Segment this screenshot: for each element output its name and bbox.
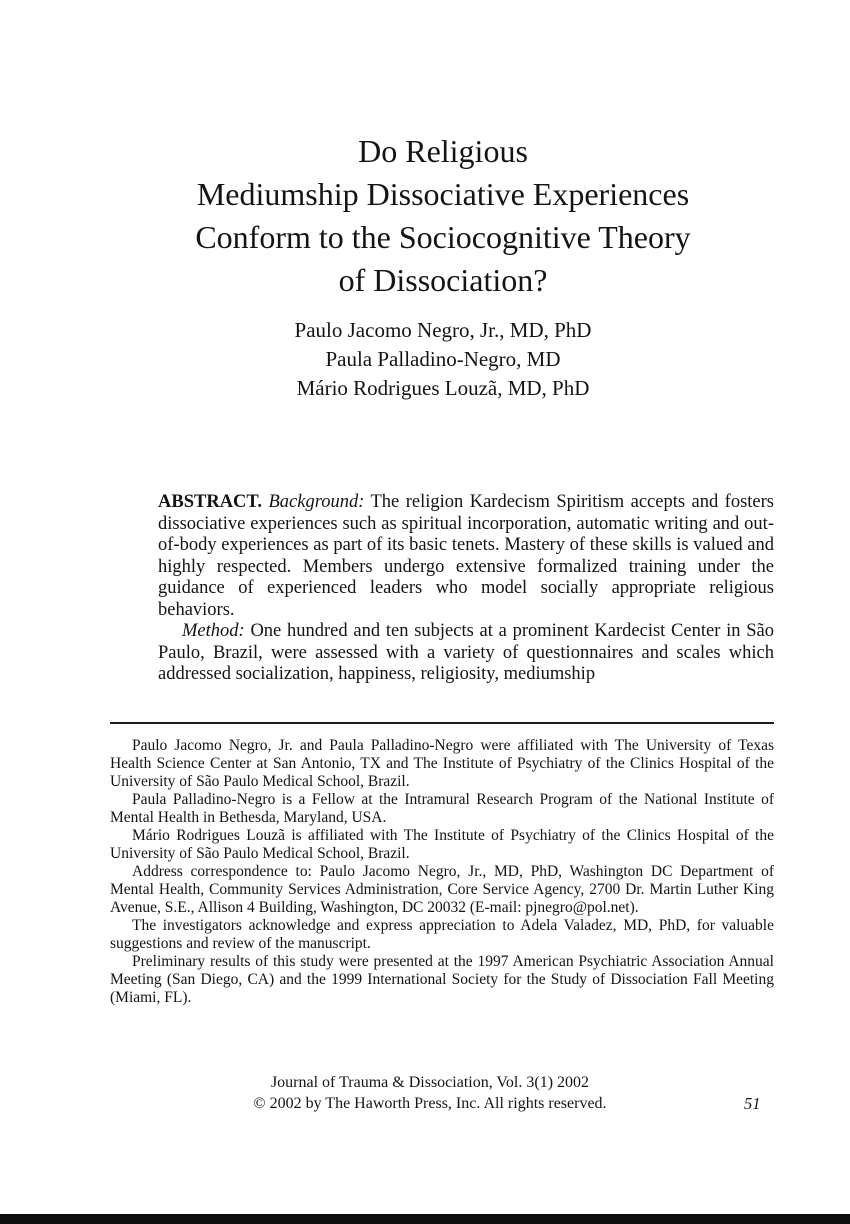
method-text: One hundred and ten subjects at a prominent Kardecist Center in São Paulo, Brazil, were assessed with a variety of questionnaires and scales which addressed socialization, happiness, religiosity, mediumship xyxy=(158,621,774,684)
title-line: Do Religious xyxy=(358,133,528,169)
footnote-affiliation-louza: Mário Rodrigues Louzã is affiliated with The Institute of Psychiatry of the Clinics Hospital of the University of São Paulo Medical School, Brazil. xyxy=(110,827,774,862)
article-title xyxy=(0,130,850,302)
abstract-background-paragraph xyxy=(158,492,774,621)
journal-footer xyxy=(0,1072,850,1114)
method-label: Method: xyxy=(182,621,245,641)
author-footnotes xyxy=(110,737,774,1007)
author-name: Mário Rodrigues Louzã, MD, PhD xyxy=(296,376,590,400)
author-list xyxy=(0,316,850,403)
page-number: 51 xyxy=(744,1094,761,1113)
footnote-correspondence: Address correspondence to: Paulo Jacomo Negro, Jr., MD, PhD, Washington DC Department of Mental Health, Community Services Administration, Core Service Agency, 2700 Dr. Martin Luther King Avenue, S.E., Allison 4 Building, Washington, DC 20032 (E-mail: pjnegro@pol.net). xyxy=(110,863,774,916)
abstract-method-paragraph xyxy=(158,621,774,686)
footnote-affiliation-palladino: Paula Palladino-Negro is a Fellow at the Intramural Research Program of the National Institute of Mental Health in Bethesda, Maryland, USA. xyxy=(110,791,774,826)
footnote-presentation: Preliminary results of this study were presented at the 1997 American Psychiatric Association Annual Meeting (San Diego, CA) and the 1999 International Society for the Study of Dissociation Fall Meeting (Miami, FL). xyxy=(110,953,774,1006)
footnote-affiliation-negro: Paulo Jacomo Negro, Jr. and Paula Palladino-Negro were affiliated with The University of Texas Health Science Center at San Antonio, TX and The Institute of Psychiatry of the Clinics Hospital of the University of São Paulo Medical School, Brazil. xyxy=(110,737,774,790)
title-line: of Dissociation? xyxy=(338,262,548,298)
title-line: Mediumship Dissociative Experiences xyxy=(196,176,690,212)
footnote-divider xyxy=(110,722,774,724)
journal-citation: Journal of Trauma & Dissociation, Vol. 3(1) 2002 xyxy=(270,1074,590,1091)
background-label: Background: xyxy=(268,492,365,512)
background-text: The religion Kardecism Spiritism accepts and fosters dissociative experiences such as spiritual incorporation, automatic writing and out-of-body experiences as part of its basic tenets. Mastery of these skills is valued and highly respected. Members undergo extensive formalized training under the guidance of experienced leaders who model socially appropriate religious behaviors. xyxy=(158,492,775,620)
title-line: Conform to the Sociocognitive Theory xyxy=(195,219,691,255)
copyright-notice: © 2002 by The Haworth Press, Inc. All rights reserved. xyxy=(253,1095,607,1112)
scan-edge xyxy=(0,1214,850,1224)
abstract-heading: ABSTRACT. xyxy=(158,492,262,512)
author-name: Paula Palladino-Negro, MD xyxy=(325,347,561,371)
author-name: Paulo Jacomo Negro, Jr., MD, PhD xyxy=(294,318,592,342)
abstract xyxy=(158,492,774,686)
footnote-acknowledgment: The investigators acknowledge and express appreciation to Adela Valadez, MD, PhD, for valuable suggestions and review of the manuscript. xyxy=(110,917,774,952)
